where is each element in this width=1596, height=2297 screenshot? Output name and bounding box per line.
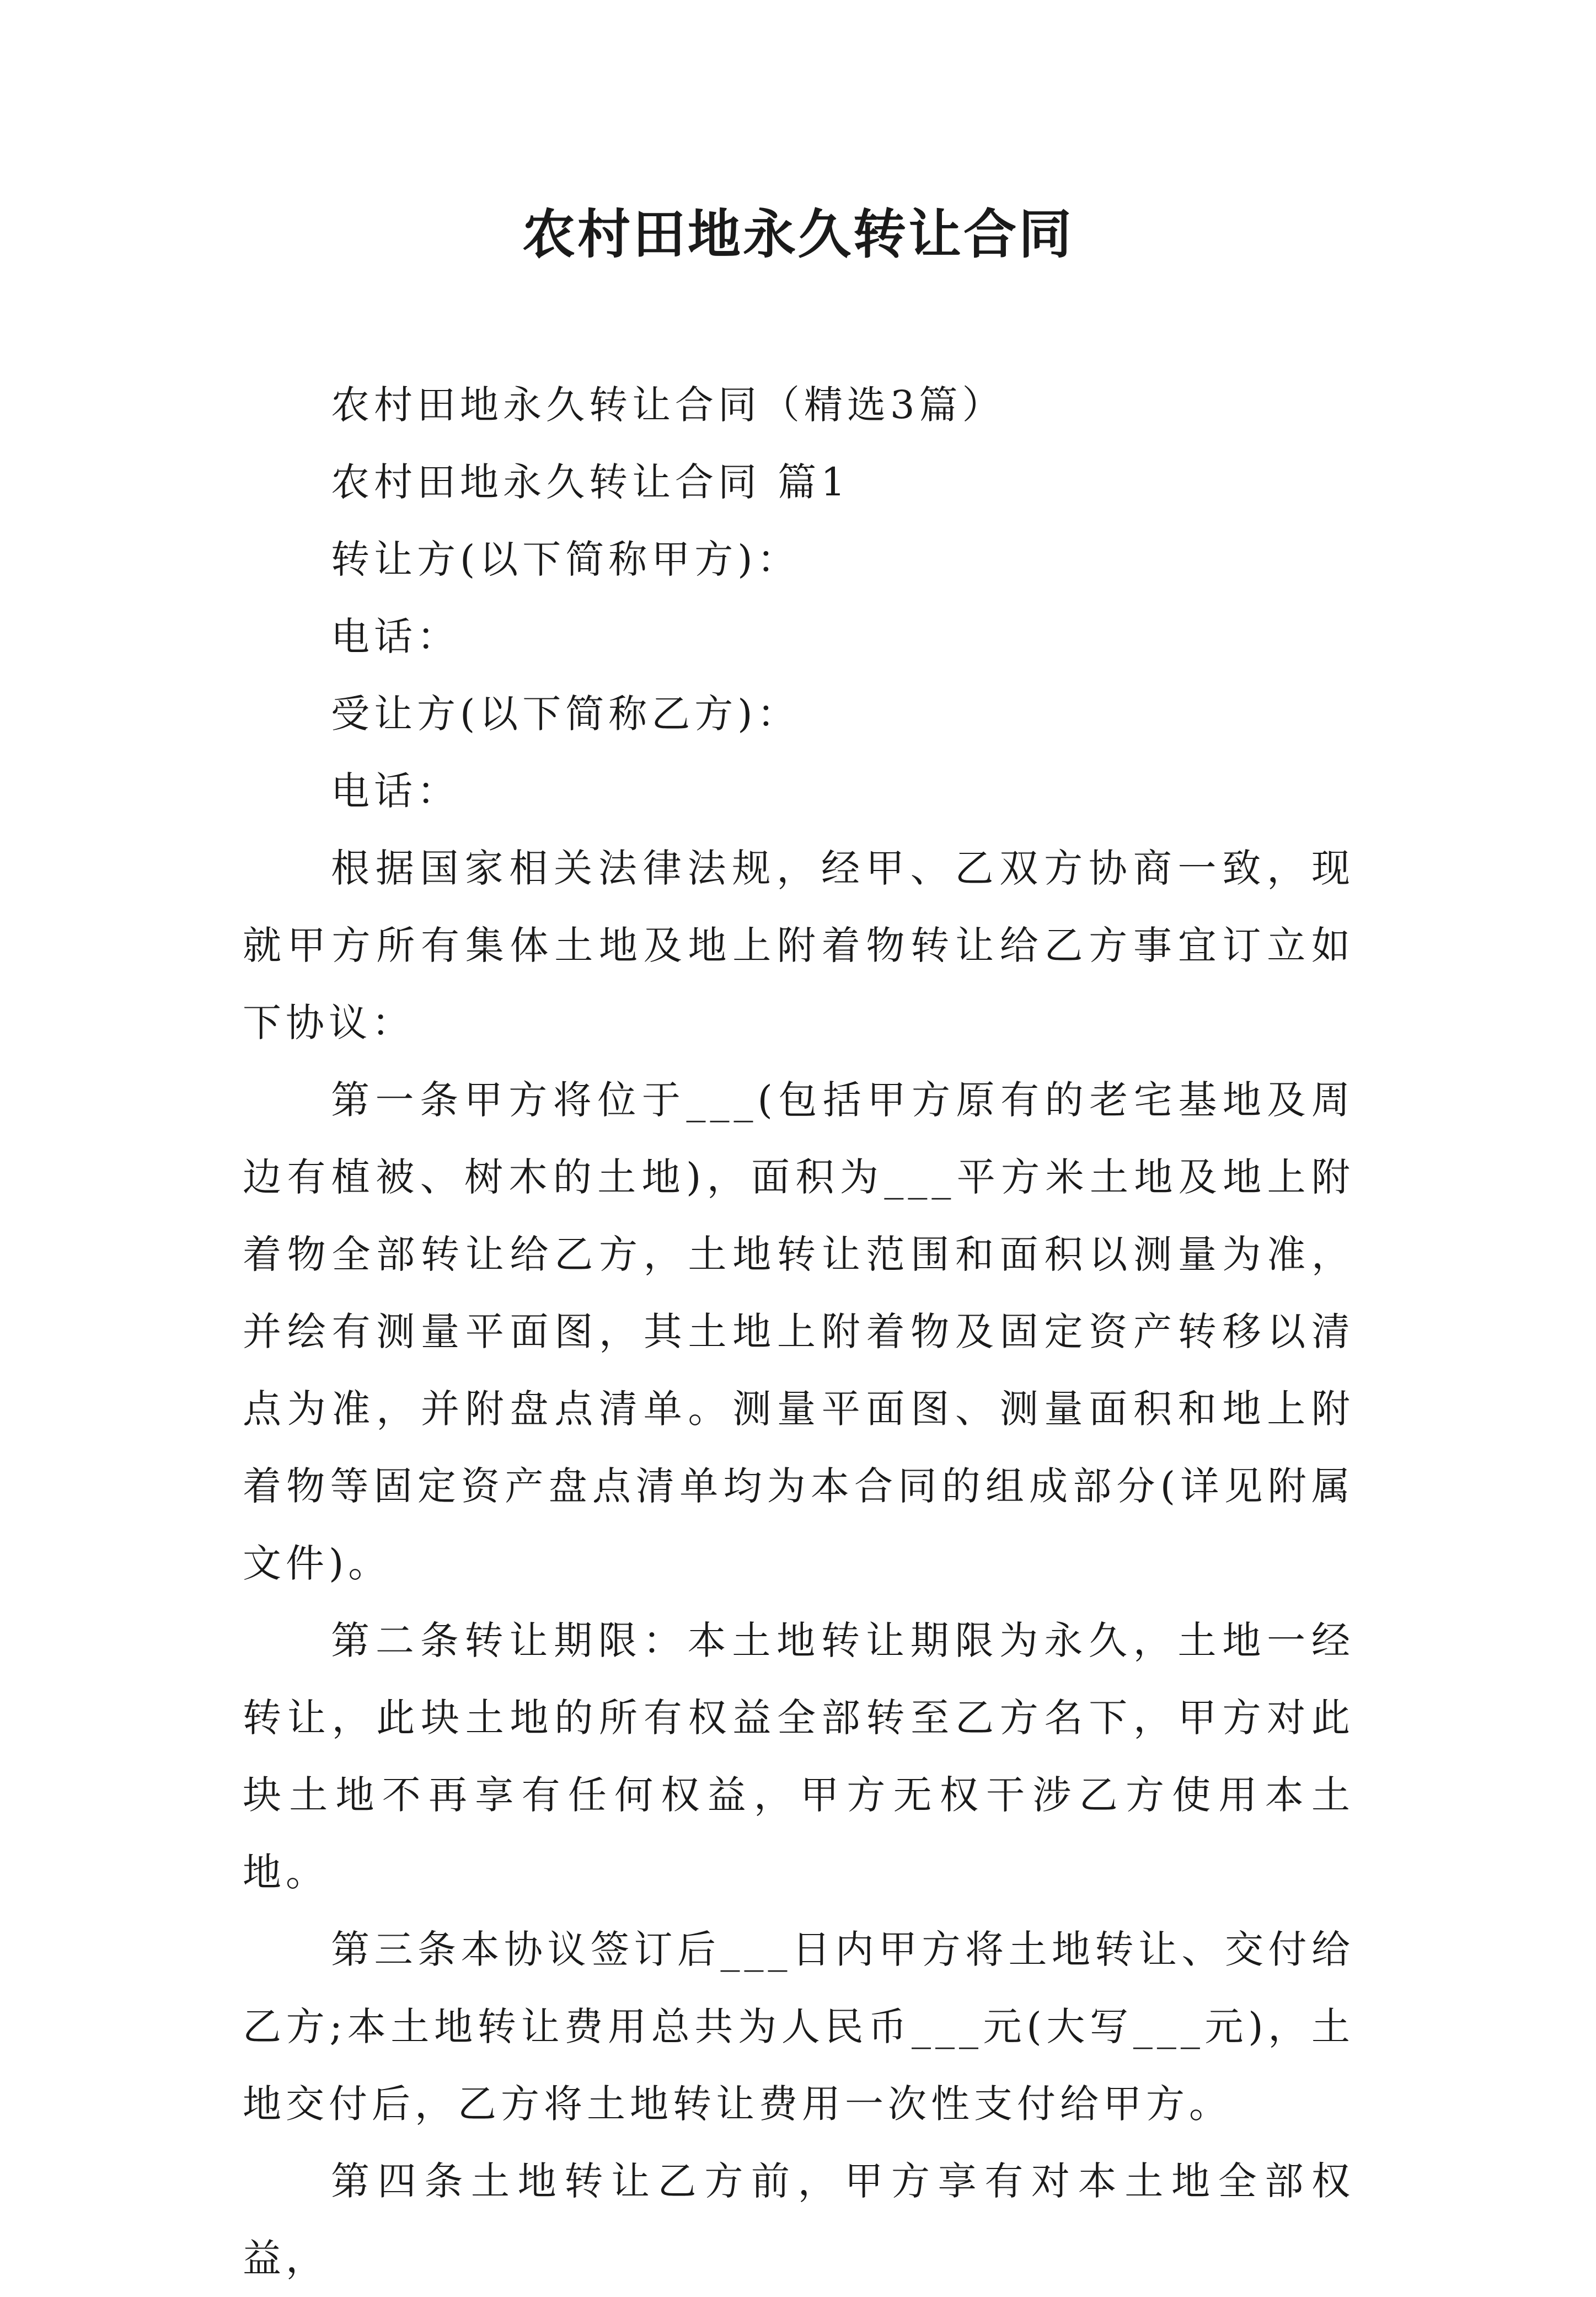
- subtitle-line: 农村田地永久转让合同（精选3篇）: [331, 382, 1005, 428]
- article-3-paragraph: 第三条本协议签订后___日内甲方将土地转让、交付给乙方;本土地转让费用总共为人民币___元(大写___元)，土地交付后，乙方将土地转让费用一次性支付给甲方。: [243, 1927, 1354, 2127]
- preamble-paragraph: 根据国家相关法律法规，经甲、乙双方协商一致，现就甲方所有集体土地及地上附着物转让给乙方事宜订立如下协议：: [243, 846, 1354, 1045]
- section-heading: 农村田地永久转让合同 篇1: [331, 460, 850, 505]
- document-title: 农村田地永久转让合同: [522, 204, 1074, 265]
- transferor-phone-line: 电话：: [331, 614, 460, 659]
- transferor-line: 转让方(以下简称甲方)：: [331, 537, 800, 582]
- document-body: [243, 366, 1354, 2297]
- article-1-paragraph: 第一条甲方将位于___(包括甲方原有的老宅基地及周边有植被、树木的土地)，面积为___平方米土地及地上附着物全部转让给乙方，土地转让范围和面积以测量为准，并绘有测量平面图，其土地上附着物及固定资产转移以清点为准，并附盘点清单。测量平面图、测量面积和地上附着物等固定资产盘点清单均为本合同的组成部分(详见附属文件)。: [243, 1077, 1354, 1586]
- article-4-paragraph: 第四条土地转让乙方前，甲方享有对本土地全部权益，: [243, 2159, 1354, 2281]
- transferee-line: 受让方(以下简称乙方)：: [331, 691, 800, 736]
- article-2-paragraph: 第二条转让期限：本土地转让期限为永久，土地一经转让，此块土地的所有权益全部转至乙方名下，甲方对此块土地不再享有任何权益，甲方无权干涉乙方使用本土地。: [243, 1618, 1354, 1895]
- transferee-phone-line: 电话：: [331, 768, 460, 814]
